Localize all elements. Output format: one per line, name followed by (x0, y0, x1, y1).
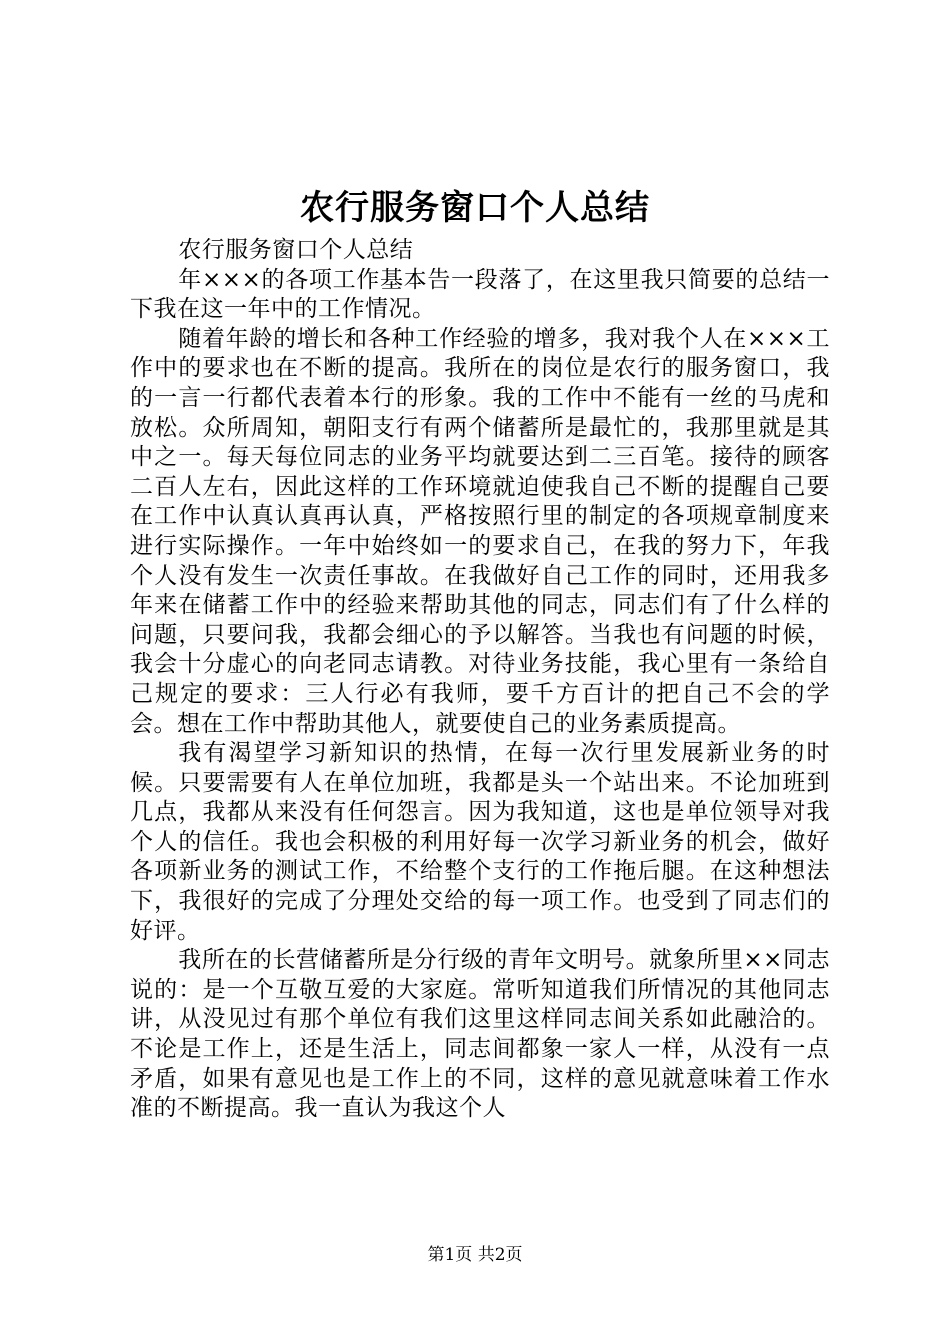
paragraph-work-duties: 随着年龄的增长和各种工作经验的增多，我对我个人在×××工作中的要求也在不断的提高。我所在的岗位是农行的服务窗口，我的一言一行都代表着本行的形象。我的工作中不能有一丝的马虎和放松。众所周知，朝阳支行有两个储蓄所是最忙的，我那里就是其中之一。每天每位同志的业务平均就要达到二三百笔。接待的顾客二百人左右，因此这样的工作环境就迫使我自己不断的提醒自己要在工作中认真认真再认真，严格按照行里的制定的各项规章制度来进行实际操作。一年中始终如一的要求自己，在我的努力下，年我个人没有发生一次责任事故。在我做好自己工作的同时，还用我多年来在储蓄工作中的经验来帮助其他的同志，同志们有了什么样的问题，只要问我，我都会细心的予以解答。当我也有问题的时候，我会十分虚心的向老同志请教。对待业务技能，我心里有一条给自己规定的要求：三人行必有我师，要千方百计的把自己不会的学会。想在工作中帮助其他人，就要使自己的业务素质提高。 (130, 325, 830, 737)
document-title: 农行服务窗口个人总结 (300, 188, 650, 228)
paragraph-team: 我所在的长营储蓄所是分行级的青年文明号。就象所里××同志说的：是一个互敬互爱的大家庭。常听知道我们所情况的其他同志讲，从没见过有那个单位有我们这里这样同志间关系如此融洽的。不论是工作上，还是生活上，同志间都象一家人一样，从没有一点矛盾，如果有意见也是工作上的不同，这样的意见就意味着工作水准的不断提高。我一直认为我这个人 (130, 947, 830, 1122)
paragraph-intro: 年×××的各项工作基本告一段落了，在这里我只简要的总结一下我在这一年中的工作情况。 (130, 266, 830, 323)
page-number-footer: 第1页 共2页 (427, 1245, 523, 1265)
paragraph-subtitle: 农行服务窗口个人总结 (178, 237, 414, 263)
paragraph-learning: 我有渴望学习新知识的热情，在每一次行里发展新业务的时候。只要需要有人在单位加班，我都是头一个站出来。不论加班到几点，我都从来没有任何怨言。因为我知道，这也是单位领导对我个人的信任。我也会积极的利用好每一次学习新业务的机会，做好各项新业务的测试工作，不给整个支行的工作拖后腿。在这种想法下，我很好的完成了分理处交给的每一项工作。也受到了同志们的好评。 (130, 740, 830, 944)
document-body (130, 236, 830, 1124)
